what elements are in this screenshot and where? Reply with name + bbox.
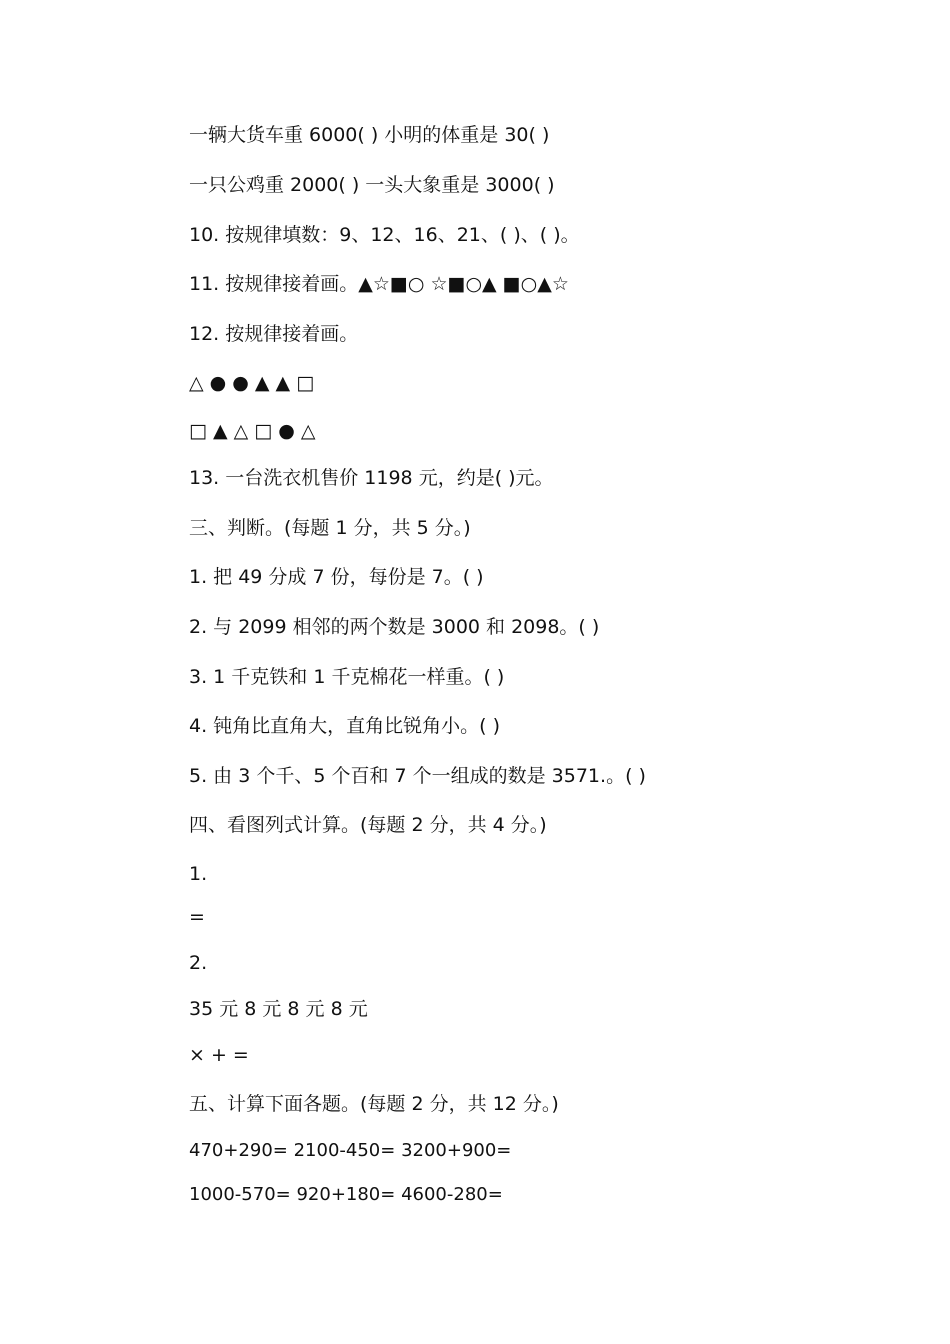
calc-row-1: 470+290= 2100-450= 3200+900= — [189, 1140, 512, 1161]
picture-problem-2-label: 2. — [189, 952, 208, 974]
picture-problem-2-prices: 35 元 8 元 8 元 8 元 — [189, 998, 368, 1020]
picture-problem-1-equals: = — [189, 906, 205, 928]
question-11: 11. 按规律接着画。▲☆■○ ☆■○▲ ■○▲☆ — [189, 273, 569, 295]
judge-item-2: 2. 与 2099 相邻的两个数是 3000 和 2098。( ) — [189, 616, 600, 638]
question-13: 13. 一台洗衣机售价 1198 元，约是( )元。 — [189, 467, 554, 489]
picture-problem-1-label: 1. — [189, 863, 208, 885]
shape-pattern-row-2: □ ▲ △ □ ● △ — [189, 420, 316, 442]
calc-row-2: 1000-570= 920+180= 4600-280= — [189, 1184, 503, 1205]
unit-fill-line-1: 一辆大货车重 6000( ) 小明的体重是 30( ) — [189, 124, 550, 146]
judge-item-4: 4. 钝角比直角大，直角比锐角小。( ) — [189, 715, 501, 737]
picture-problem-2-formula: × + = — [189, 1044, 249, 1066]
judge-item-3: 3. 1 千克铁和 1 千克棉花一样重。( ) — [189, 666, 505, 688]
shape-pattern-row-1: △ ● ● ▲ ▲ □ — [189, 372, 315, 394]
question-12: 12. 按规律接着画。 — [189, 323, 359, 345]
judge-item-1: 1. 把 49 分成 7 份，每份是 7。( ) — [189, 566, 484, 588]
section-4-heading: 四、看图列式计算。(每题 2 分，共 4 分。) — [189, 814, 547, 836]
section-3-heading: 三、判断。(每题 1 分，共 5 分。) — [189, 517, 471, 539]
question-10: 10. 按规律填数：9、12、16、21、( )、( )。 — [189, 224, 580, 246]
judge-item-5: 5. 由 3 个千、5 个百和 7 个一组成的数是 3571.。( ) — [189, 765, 646, 787]
section-5-heading: 五、计算下面各题。(每题 2 分，共 12 分。) — [189, 1093, 559, 1115]
unit-fill-line-2: 一只公鸡重 2000( ) 一头大象重是 3000( ) — [189, 174, 555, 196]
